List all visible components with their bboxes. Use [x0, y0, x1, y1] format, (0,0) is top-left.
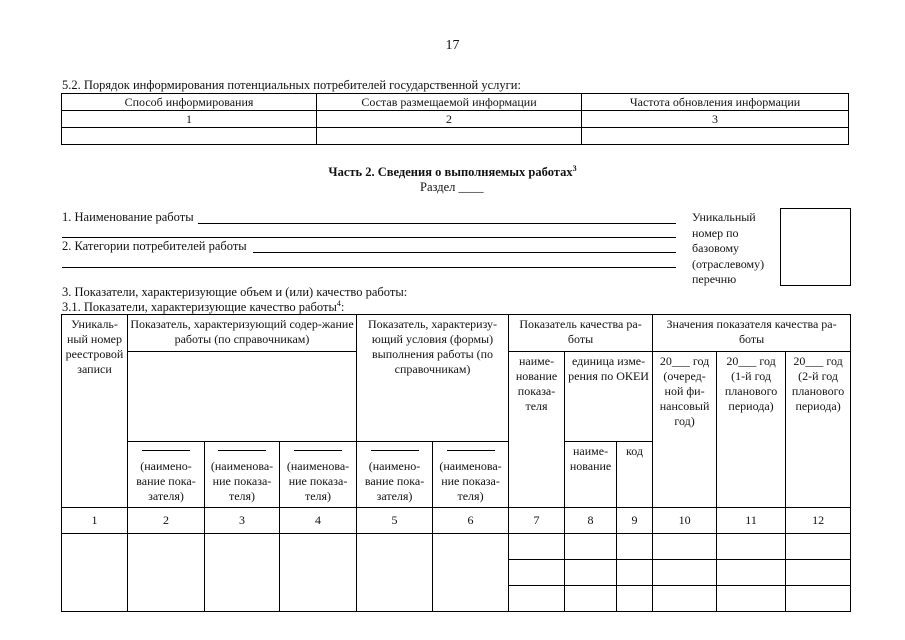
empty-cell: [62, 128, 317, 145]
header-indicator-name: наиме-нование показа-теля: [509, 352, 565, 508]
table-cell[interactable]: [653, 586, 717, 612]
footnote-mark: 3: [572, 164, 577, 173]
work-name-label: 1. Наименование работы: [62, 210, 194, 224]
part2-title: Часть 2. Сведения о выполняемых работах$^3$: [328, 164, 577, 180]
table-cell[interactable]: [280, 534, 357, 612]
header-conditions-indicator: Показатель, характеризу-ющий условия (формы) выполнения работы (по справочникам): [357, 315, 509, 442]
header-unit-name: наиме-нование: [565, 442, 617, 508]
footnote-mark: 4: [336, 299, 341, 308]
unique-number-box[interactable]: [780, 208, 851, 286]
work-name-line-2[interactable]: [62, 237, 676, 238]
table-cell[interactable]: [717, 586, 786, 612]
header-year-2: 20___ год (1-й год планового периода): [717, 352, 786, 508]
table-cell[interactable]: [786, 586, 851, 612]
col-number: 9: [617, 508, 653, 534]
table-cell[interactable]: [433, 534, 509, 612]
table-cell[interactable]: [653, 534, 717, 560]
header-content: Состав размещаемой информации: [317, 94, 582, 111]
col-number: 5: [357, 508, 433, 534]
work-name-line[interactable]: [198, 223, 676, 224]
header-quality-values: Значения показателя качества ра-боты: [653, 315, 851, 352]
header-method: Способ информирования: [62, 94, 317, 111]
col-number: 6: [433, 508, 509, 534]
table-cell[interactable]: [509, 586, 565, 612]
sub-header-indicator: (наименова-ние показа-теля): [205, 442, 280, 508]
header-unit-code: код: [617, 442, 653, 508]
table-cell[interactable]: [786, 534, 851, 560]
col-number: 8: [565, 508, 617, 534]
empty-cell: [128, 352, 357, 442]
table-cell[interactable]: [617, 586, 653, 612]
razdel-label: Раздел ____: [420, 180, 484, 194]
col-number: 2: [317, 111, 582, 128]
col-number: 10: [653, 508, 717, 534]
sub-header-indicator: (наименова-ние показа-теля): [280, 442, 357, 508]
table-cell[interactable]: [565, 586, 617, 612]
col-number: 12: [786, 508, 851, 534]
table-cell[interactable]: [357, 534, 433, 612]
informing-table: [61, 93, 849, 145]
col-number: 2: [128, 508, 205, 534]
header-quality-indicator: Показатель качества ра-боты: [509, 315, 653, 352]
header-year-3: 20___ год (2-й год планового периода): [786, 352, 851, 508]
table-cell[interactable]: [565, 534, 617, 560]
table-cell[interactable]: [565, 560, 617, 586]
table-cell[interactable]: [717, 560, 786, 586]
col-number: 4: [280, 508, 357, 534]
col-number: 11: [717, 508, 786, 534]
col-number: 3: [582, 111, 849, 128]
table-cell[interactable]: [717, 534, 786, 560]
table-cell[interactable]: [617, 534, 653, 560]
col-number: 1: [62, 508, 128, 534]
sub-header-indicator: (наимено-вание пока-зателя): [357, 442, 433, 508]
sub-header-indicator: (наимено-вание пока-зателя): [128, 442, 205, 508]
header-unique-number: Уникаль-ный номер реестровой записи: [62, 315, 128, 508]
col-number: 3: [205, 508, 280, 534]
page-number: 17: [445, 38, 460, 53]
table-cell[interactable]: [617, 560, 653, 586]
empty-cell: [317, 128, 582, 145]
table-cell[interactable]: [62, 534, 128, 612]
indicators-title: 3. Показатели, характеризующие объем и (или) качество работы:: [62, 285, 408, 299]
table-cell[interactable]: [786, 560, 851, 586]
header-year-1: 20___ год (очеред-ной фи-нансовый год): [653, 352, 717, 508]
consumer-categories-line-2[interactable]: [62, 267, 676, 268]
table-cell[interactable]: [509, 534, 565, 560]
table-cell[interactable]: [128, 534, 205, 612]
table-cell[interactable]: [653, 560, 717, 586]
header-unit-okei: единица изме-рения по ОКЕИ: [565, 352, 653, 442]
quality-table: [61, 314, 851, 612]
header-content-indicator: Показатель, характеризующий содер-жание работы (по справочникам): [128, 315, 357, 352]
col-number: 1: [62, 111, 317, 128]
consumer-categories-label: 2. Категории потребителей работы: [62, 239, 247, 253]
unique-number-label: Уникальный номер по базовому (отраслевому) перечню: [692, 210, 765, 286]
empty-cell: [582, 128, 849, 145]
header-frequency: Частота обновления информации: [582, 94, 849, 111]
quality-indicators-title: 3.1. Показатели, характеризующие качество работы$^4$:: [62, 299, 345, 315]
section-5-2-title: 5.2. Порядок информирования потенциальных потребителей государственной услуги:: [62, 78, 521, 92]
col-number: 7: [509, 508, 565, 534]
sub-header-indicator: (наименова-ние показа-теля): [433, 442, 509, 508]
table-cell[interactable]: [205, 534, 280, 612]
consumer-categories-line[interactable]: [253, 252, 676, 253]
table-cell[interactable]: [509, 560, 565, 586]
